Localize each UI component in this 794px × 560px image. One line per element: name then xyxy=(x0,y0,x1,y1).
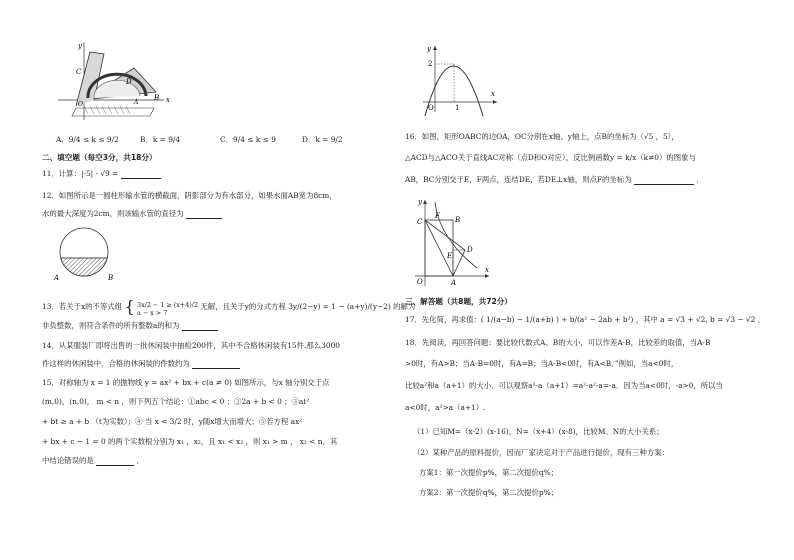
fig3-label-y: y xyxy=(427,45,431,53)
fig3-label-1: 1 xyxy=(455,104,460,112)
q13-line1 xyxy=(42,297,415,317)
fig4-label-b: B xyxy=(455,216,461,224)
q12-stem: 水的最大深度为2cm，则该输水管的直径为 xyxy=(42,209,184,219)
q12-line1: 12．如图所示是一圆柱形输水管的横截面，阴影部分为有水部分，如果水面AB宽为8cm， xyxy=(42,191,337,200)
choice-c-key: C． xyxy=(220,135,234,144)
q13-line2 xyxy=(42,322,218,331)
fig4-label-x: x xyxy=(485,266,489,274)
fig3-label-2: 2 xyxy=(428,60,433,68)
q18-line4: a<0时，a²>a（a+1）. xyxy=(405,403,486,412)
q16-line3: AB，BC分别交于E，F两点，连结DE，若DE⊥x轴，则点F的坐标为 ． xyxy=(405,175,704,185)
q13-stem-c: 非负整数，则符合条件的所有整数a的和为 xyxy=(42,321,180,331)
q13-stem-a: 13．若关于x的不等式组 xyxy=(42,302,123,311)
q16-answer-blank[interactable] xyxy=(634,176,694,185)
fig1-label-c: C xyxy=(76,68,82,76)
q15-line2: (m,0)，(n,0)， m < n ，则下列五个结论：①abc < 0 ；②2a + b < 0 ；③at² xyxy=(42,397,310,406)
choice-d[interactable] xyxy=(302,136,343,145)
fig1-label-y: y xyxy=(78,42,82,50)
q15-answer-blank[interactable] xyxy=(96,457,134,466)
q11-stem: 11．计算：|-5| - √9 = xyxy=(42,169,119,179)
fig4-label-d: D xyxy=(467,246,473,254)
rectangle-fold-figure xyxy=(413,198,493,288)
fig1-label-b: B xyxy=(154,94,160,102)
choice-c[interactable] xyxy=(220,136,276,145)
choice-c-text: 9/4 ≤ k ≤ 9 xyxy=(233,135,276,144)
section2-title: 二、填空题（每空3分，共18分） xyxy=(42,153,157,162)
set-square-figure xyxy=(54,40,174,130)
fig4-label-e: E xyxy=(447,252,453,260)
q16-line1: 16．如图，矩形OABC的边OA，OC分别在x轴、y轴上，点B的坐标为（√5 ，5）， xyxy=(405,132,679,141)
q15-line3: + bt ≥ a + b （t为实数）；④ 当 x < 3/2 时，y随x增大而增大；⑤若方程 ax² xyxy=(42,417,303,426)
q12-line2 xyxy=(42,210,222,219)
q17-text: 17．先化简，再求值：( 1/(a−b) − 1/(a+b) ) ÷ b/(a² − 2ab + b²) ，其中 a = √3 + √2, b = √3 − √2 ． xyxy=(405,315,766,324)
fig3-label-x: x xyxy=(491,90,495,98)
choice-a-key: A． xyxy=(56,135,69,144)
parabola-figure xyxy=(419,44,499,114)
q13-system xyxy=(137,301,198,317)
choice-d-text: k = 9/2 xyxy=(315,135,343,144)
fig1-label-d: D xyxy=(126,78,132,86)
q12-answer-blank[interactable] xyxy=(186,210,222,219)
fig4-label-c: C xyxy=(417,218,423,226)
plan1-text: 方案1：第一次提价p%，第二次提价q%； xyxy=(419,468,559,477)
fig2-label-b: B xyxy=(108,274,114,282)
choice-a-text: 9/4 ≤ k ≤ 9/2 xyxy=(68,135,119,144)
q15-line1: 15．对称轴为 x = 1 的抛物线 y = ax² + bx + c(a ≠ 0) 如图所示，与x 轴分别交于点 xyxy=(42,378,330,387)
q15-stem: 中结论错误的是 xyxy=(42,456,94,466)
q18-sub1: （1）已知M=（x-2）(x-16)，N=（x+4）(x-8)，比较M、N的大小关系； xyxy=(413,427,664,436)
q13-system-bottom: a − x > 7 xyxy=(137,309,168,317)
q14-line2 xyxy=(42,360,240,369)
plan2-text: 方案2：第一次提价q%，第二次提价p%； xyxy=(419,488,559,497)
fig4-label-o: O xyxy=(417,278,423,286)
q18-sub2: （2）某种产品的原料提价，因而厂家决定对于产品进行提价，现有三种方案： xyxy=(413,448,669,457)
section3-title: 三、解答题（共8题，共72分） xyxy=(405,297,512,306)
fig1-label-o: O xyxy=(78,101,83,108)
q16-stem: AB，BC分别交于E，F两点，连结DE，若DE⊥x轴，则点F的坐标为 xyxy=(405,175,632,185)
pipe-cross-section-figure xyxy=(54,228,114,286)
q15-line4: + bx + c − 1 = 0 的两个实数根分别为 x₁ ，x₂，且 x₁ < x₂ ，则 x₁ > m ， x₂ < n．其 xyxy=(42,437,338,446)
q13-brace: { xyxy=(124,297,135,316)
choice-b-text: k = 9/4 xyxy=(152,135,181,144)
fig2-label-a: A xyxy=(54,274,60,282)
q13-stem-b: 无解，且关于y的分式方程 3y/(2−y) = 1 − (a+y)/(y−2) 的解为 xyxy=(200,302,416,311)
fig4-label-a: A xyxy=(451,279,457,287)
fig1-label-a: A xyxy=(134,99,139,106)
q16-line2: △ACD与△ACO关于直线AC对称（点D和O对应），反比例函数y = k/x（k≠0）的图象与 xyxy=(405,153,696,162)
fig4-label-f: F xyxy=(435,212,440,220)
q14-answer-blank[interactable] xyxy=(192,360,240,369)
q11-answer-blank[interactable] xyxy=(121,170,161,179)
q13-system-top: 3x/2 − 1 ≥ (x+4)/2 xyxy=(137,301,199,309)
choice-a[interactable] xyxy=(56,136,119,145)
q18-line1: 18．先阅读，再回答问题：要比较代数式A、B的大小，可以作差A-B，比较差的取值，当A-B xyxy=(405,338,711,347)
q14-line1: 14．从某服装厂即将出售的一批休闲装中抽检200件，其中不合格休闲装有15件.那么3000 xyxy=(42,341,340,350)
fig4-label-y: y xyxy=(418,198,422,206)
choice-d-key: D． xyxy=(302,135,316,144)
q18-line3: 比较a²和a（a+1）的大小．可以观察a²-a（a+1）=a²-a²-a=-a．因为当a<0时，-a>0，所以当 xyxy=(405,381,723,390)
choice-b-key: B． xyxy=(140,135,153,144)
q13-answer-blank[interactable] xyxy=(182,322,218,331)
choice-b[interactable] xyxy=(140,136,180,145)
q11-text xyxy=(42,170,161,179)
fig1-label-x: x xyxy=(166,96,170,104)
q14-stem: 件这样的休闲装中，合格的休闲装的件数约为 xyxy=(42,359,190,369)
q15-line5: 中结论错误的是 ． xyxy=(42,456,144,466)
fig3-label-o: O xyxy=(428,104,434,112)
q18-line2: >0时，有A>B；当A-B=0时，有A=B；当A-B<0时，有A<B．”例如，当a<0时， xyxy=(405,359,679,368)
